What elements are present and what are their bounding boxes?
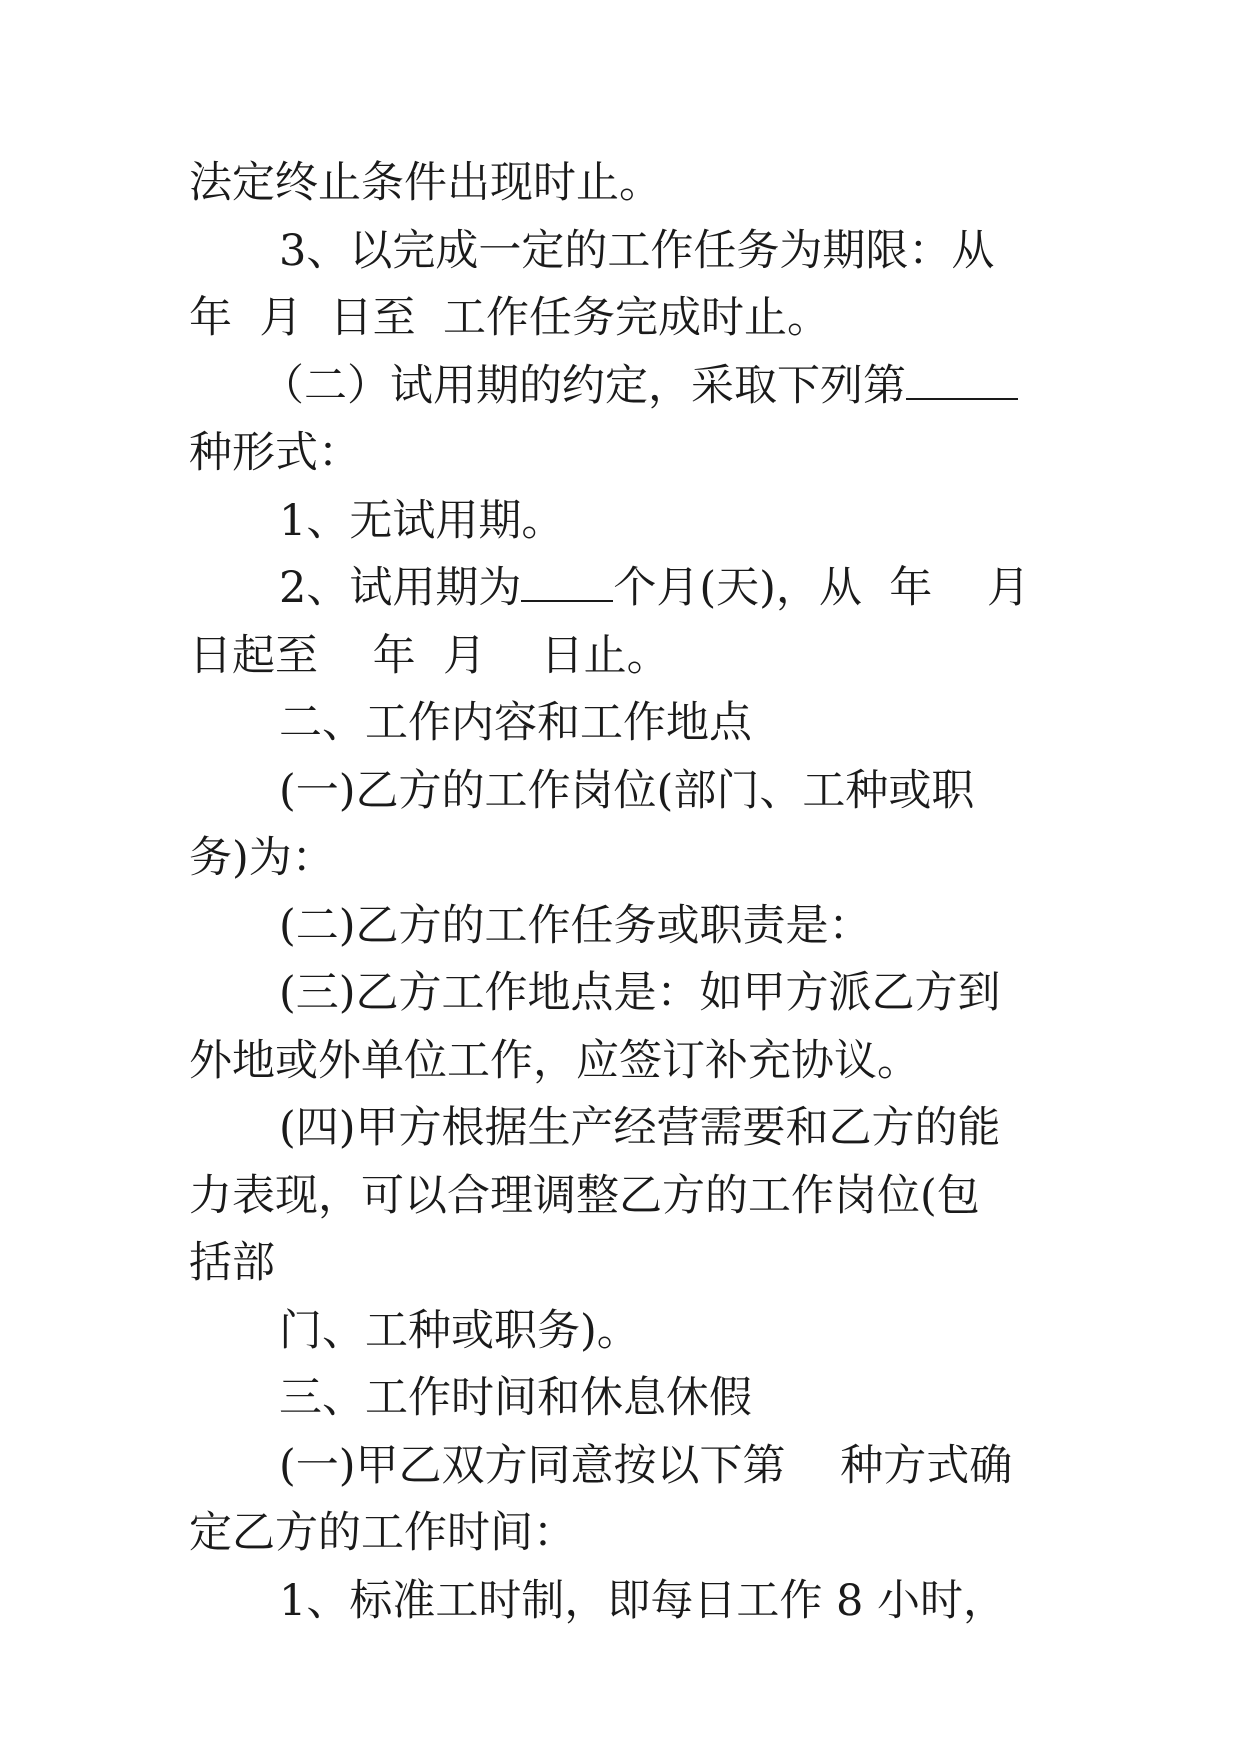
text-line: (三)乙方工作地点是：如甲方派乙方到: [279, 968, 1001, 1018]
document-body: [189, 150, 1059, 1635]
text-segment: 个月(天)，从 年 月: [613, 563, 1030, 613]
fill-in-blank: [521, 556, 613, 602]
text-line: (一)甲乙双方同意按以下第 种方式确: [279, 1440, 1013, 1491]
section-heading: 二、工作内容和工作地点: [279, 698, 752, 748]
text-line: 1、无试用期。: [279, 495, 565, 546]
text-line: 日起至 年 月 日止。: [189, 630, 670, 681]
text-line: 3、以完成一定的工作任务为期限：从: [279, 225, 995, 276]
text-segment: 2、试用期为: [279, 563, 522, 613]
text-line: 务)为：: [189, 833, 335, 883]
text-line: 种形式：: [189, 428, 361, 478]
text-line: 定乙方的工作时间：: [189, 1508, 576, 1558]
text-line: 法定终止条件出现时止。: [189, 158, 662, 208]
text-line: [189, 555, 1059, 623]
text-line: (四)甲方根据生产经营需要和乙方的能: [279, 1103, 1001, 1153]
fill-in-blank: [906, 354, 1018, 400]
text-line: (二)乙方的工作任务或职责是：: [279, 900, 872, 951]
text-line: 1、标准工时制，即每日工作 8 小时，: [279, 1575, 1007, 1626]
text-segment: （二）试用期的约定，采取下列第: [261, 360, 906, 411]
text-line: 力表现，可以合理调整乙方的工作岗位(包: [189, 1170, 980, 1221]
text-line: (一)乙方的工作岗位(部门、工种或职: [279, 765, 975, 816]
section-heading: 三、工作时间和休息休假: [279, 1373, 752, 1423]
text-line: 年 月 日至 工作任务完成时止。: [189, 293, 831, 343]
text-line: [189, 353, 1059, 421]
text-line: 外地或外单位工作，应签订补充协议。: [189, 1035, 920, 1086]
text-line: 门、工种或职务)。: [279, 1305, 640, 1356]
text-line: 括部: [189, 1238, 275, 1288]
